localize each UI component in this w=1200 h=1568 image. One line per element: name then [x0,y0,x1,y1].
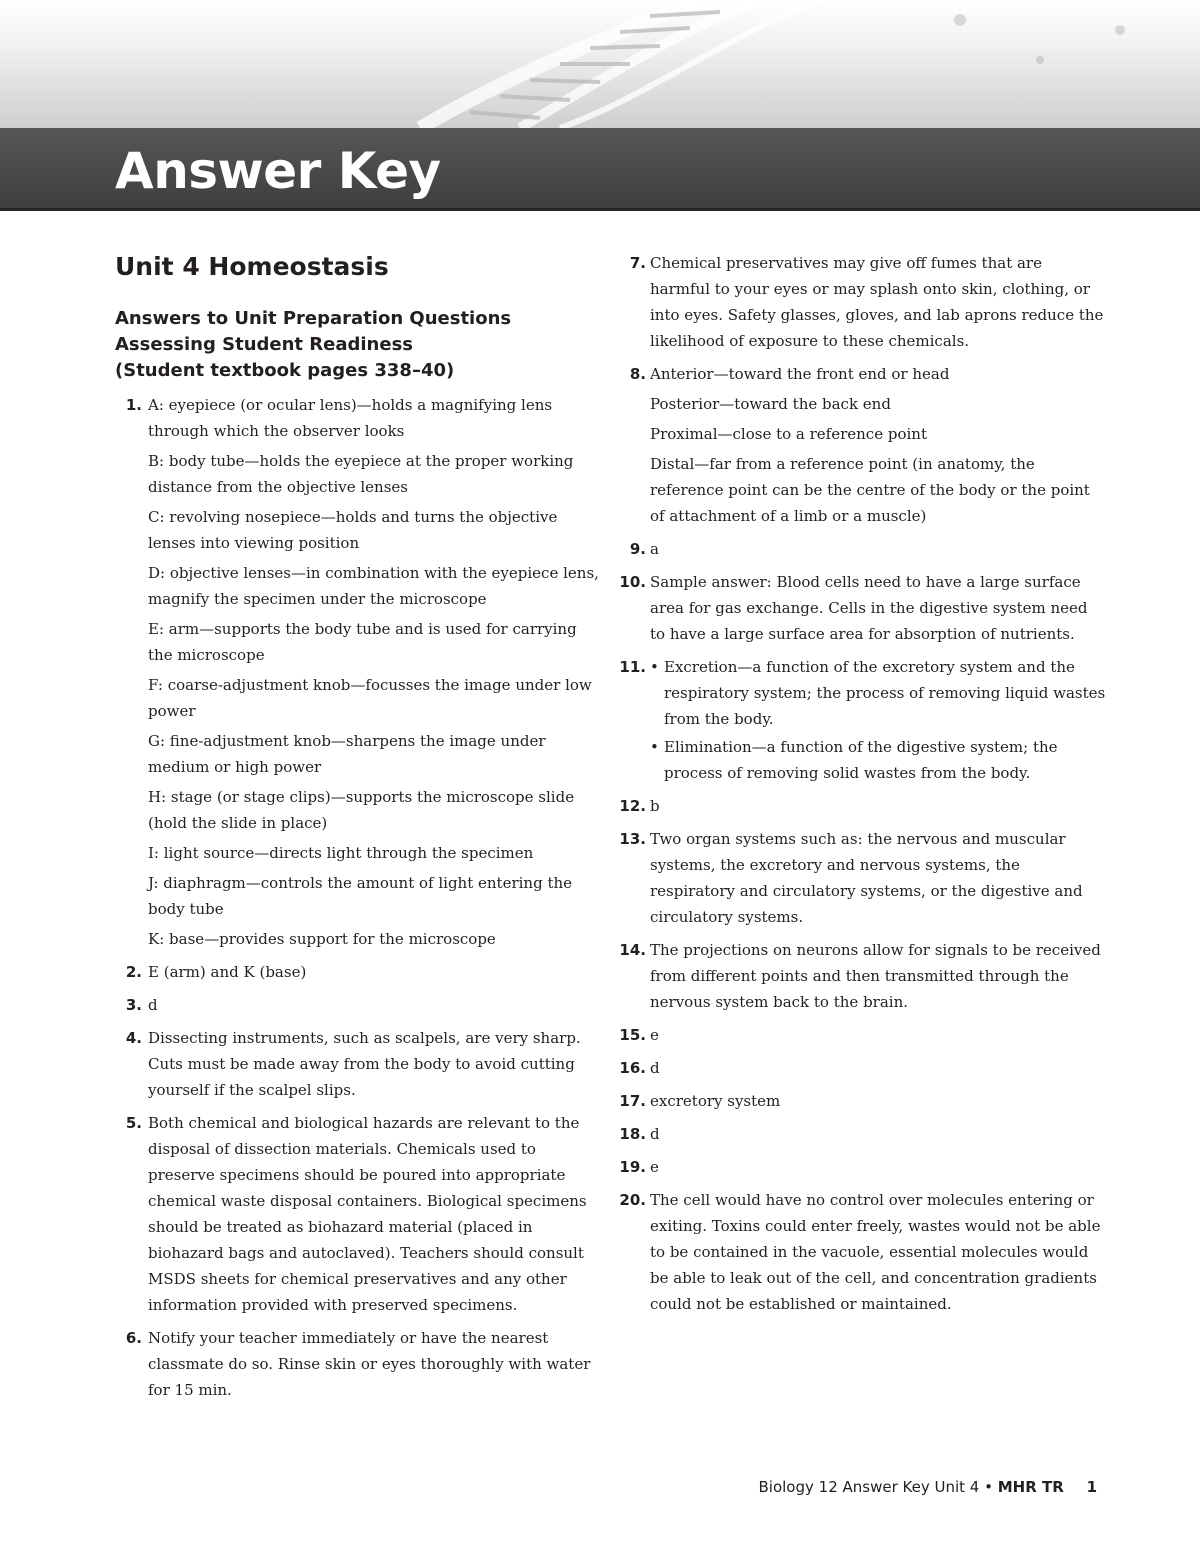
answer-part: F: coarse-adjustment knob—focusses the image under low power [148,676,592,720]
answer-text: excretory system [650,1092,781,1110]
answer-text: d [650,1125,660,1143]
header-banner-background [0,0,1200,128]
answer-item-3 [115,992,600,1018]
answer-number: 5. [125,1114,142,1132]
answer-number: 15. [619,1026,646,1044]
answer-item-8 [616,361,1106,529]
answer-text: Notify your teacher immediately or have the nearest classmate do so. Rinse skin or eyes thoroughly with water for 15 min. [148,1329,591,1399]
answer-part: K: base—provides support for the microscope [148,930,496,948]
answer-item-17 [616,1088,1106,1114]
answer-text: b [650,797,660,815]
answer-item-15 [616,1022,1106,1048]
answer-text: Sample answer: Blood cells need to have a large surface area for gas exchange. Cells in the digestive system need to have a large surface area for absorption of nutrients. [650,573,1088,643]
answer-text: e [650,1026,659,1044]
answer-number: 11. [619,658,646,676]
answer-number: 6. [125,1329,142,1347]
answer-list-left [115,392,600,1403]
unit-title: Unit 4 Homeostasis [115,252,389,281]
answer-part: Distal—far from a reference point (in anatomy, the reference point can be the centre of the body or the point of attachment of a limb or a muscle) [650,455,1090,525]
answer-item-9 [616,536,1106,562]
answer-number: 17. [619,1092,646,1110]
answer-number: 9. [629,540,646,558]
bullet-list [650,654,1106,786]
answer-text: d [650,1059,660,1077]
page-number: 1 [1086,1478,1097,1496]
right-column [616,250,1106,1324]
bullet-item [650,734,1106,786]
answer-number: 7. [629,254,646,272]
answer-part: H: stage (or stage clips)—supports the microscope slide (hold the slide in place) [148,788,575,832]
answer-part: I: light source—directs light through the specimen [148,844,534,862]
answer-item-11 [616,654,1106,786]
answer-item-20 [616,1187,1106,1317]
answer-text: Both chemical and biological hazards are relevant to the disposal of dissection materials. Chemicals used to preserve specimens should be poured into appropriate chemical waste disposal containers. Biological specimens should be treated as biohazard material (placed in biohazard bags and autoclaved). Teachers should consult MSDS sheets for chemical preservatives and any other information provided with preserved specimens. [148,1114,587,1314]
answer-item-13 [616,826,1106,930]
answer-number: 4. [125,1029,142,1047]
answer-number: 10. [619,573,646,591]
answer-text: The projections on neurons allow for signals to be received from different points and then transmitted through the nervous system back to the brain. [650,941,1101,1011]
answer-text: E (arm) and K (base) [148,963,307,981]
answer-number: 3. [125,996,142,1014]
answer-part: Anterior—toward the front end or head [650,365,950,383]
bullet-glyph: • [650,658,659,676]
answer-number: 12. [619,797,646,815]
answer-part: C: revolving nosepiece—holds and turns the objective lenses into viewing position [148,508,558,552]
answer-item-2 [115,959,600,985]
answer-item-7 [616,250,1106,354]
answer-number: 20. [619,1191,646,1209]
answer-item-5 [115,1110,600,1318]
answer-text: a [650,540,659,558]
answer-number: 1. [125,396,142,414]
answer-text: d [148,996,158,1014]
footer-publisher: MHR TR [997,1478,1064,1496]
answer-number: 18. [619,1125,646,1143]
answer-text: Two organ systems such as: the nervous and muscular systems, the excretory and nervous systems, the respiratory and circulatory systems, or the digestive and circulatory systems. [650,830,1083,926]
answer-text: Chemical preservatives may give off fumes that are harmful to your eyes or may splash onto skin, clothing, or into eyes. Safety glasses, gloves, and lab aprons reduce the likelihood of exposure to these chemicals. [650,254,1104,350]
answer-item-4 [115,1025,600,1103]
answer-part: Posterior—toward the back end [650,395,891,413]
answer-item-12 [616,793,1106,819]
answer-text: The cell would have no control over molecules entering or exiting. Toxins could enter freely, wastes would not be able to be contained in the vacuole, essential molecules would be able to leak out of the cell, and concentration gradients could not be established or maintained. [650,1191,1101,1313]
answer-number: 19. [619,1158,646,1176]
answer-part: D: objective lenses—in combination with the eyepiece lens, magnify the specimen under the microscope [148,564,599,608]
answer-number: 13. [619,830,646,848]
answer-number: 2. [125,963,142,981]
answer-item-6 [115,1325,600,1403]
bullet-item [650,654,1106,732]
answer-part: E: arm—supports the body tube and is used for carrying the microscope [148,620,577,664]
section-heading-line-2: Assessing Student Readiness [115,334,414,355]
answer-part: B: body tube—holds the eyepiece at the proper working distance from the objective lenses [148,452,574,496]
answer-item-19 [616,1154,1106,1180]
left-column [115,250,600,1410]
bullet-glyph: • [650,738,659,756]
answer-item-14 [616,937,1106,1015]
footer-text: Biology 12 Answer Key Unit 4 • [758,1478,993,1496]
answer-text: e [650,1158,659,1176]
answer-number: 8. [629,365,646,383]
bullet-text: Excretion—a function of the excretory system and the respiratory system; the process of removing liquid wastes from the body. [664,658,1106,728]
dna-helix-graphic [0,0,1200,128]
answer-number: 16. [619,1059,646,1077]
answer-list-right [616,250,1106,1317]
answer-item-10 [616,569,1106,647]
answer-part: G: fine-adjustment knob—sharpens the image under medium or high power [148,732,546,776]
bullet-text: Elimination—a function of the digestive system; the process of removing solid wastes from the body. [664,738,1058,782]
answer-part: Proximal—close to a reference point [650,425,927,443]
section-heading-line-1: Answers to Unit Preparation Questions [115,308,512,329]
page-footer [759,1478,1098,1496]
page-title: Answer Key [115,142,441,200]
answer-item-18 [616,1121,1106,1147]
answer-part: A: eyepiece (or ocular lens)—holds a magnifying lens through which the observer looks [148,396,553,440]
answer-item-1 [115,392,600,952]
answer-part: J: diaphragm—controls the amount of light entering the body tube [148,874,573,918]
answer-item-16 [616,1055,1106,1081]
section-page-reference: (Student textbook pages 338–40) [115,360,455,381]
answer-number: 14. [619,941,646,959]
answer-text: Dissecting instruments, such as scalpels, are very sharp. Cuts must be made away from the body to avoid cutting yourself if the scalpel slips. [148,1029,581,1099]
